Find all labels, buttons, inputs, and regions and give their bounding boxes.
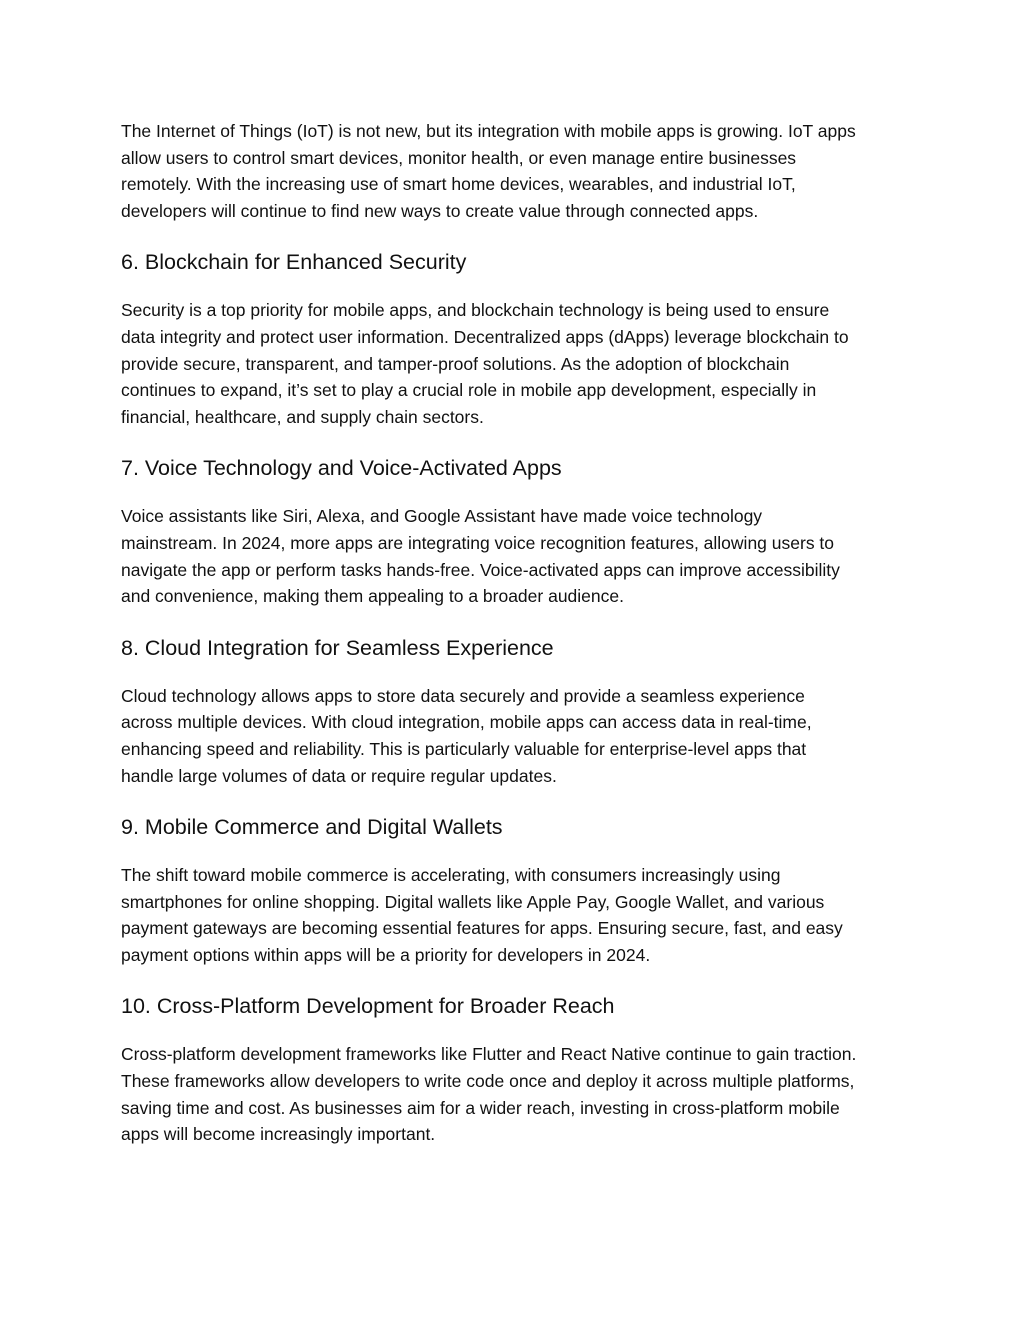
intro-paragraph	[121, 118, 911, 224]
paragraph-line: provide secure, transparent, and tamper-proof solutions. As the adoption of blockchain	[121, 353, 790, 374]
paragraph-line: Cloud technology allows apps to store data securely and provide a seamless experience	[121, 685, 805, 706]
document-page	[121, 118, 911, 1148]
section-paragraph-voice	[121, 503, 911, 609]
paragraph-line: handle large volumes of data or require regular updates.	[121, 765, 557, 786]
paragraph-line: saving time and cost. As businesses aim for a wider reach, investing in cross-platform mobile	[121, 1097, 840, 1118]
paragraph-line: mainstream. In 2024, more apps are integrating voice recognition features, allowing users to	[121, 532, 835, 553]
paragraph-line: payment gateways are becoming essential features for apps. Ensuring secure, fast, and easy	[121, 918, 843, 939]
section-heading-cloud: 8. Cloud Integration for Seamless Experience	[121, 635, 554, 660]
paragraph-line: enhancing speed and reliability. This is particularly valuable for enterprise-level apps that	[121, 738, 807, 759]
paragraph-line: smartphones for online shopping. Digital wallets like Apple Pay, Google Wallet, and various	[121, 891, 825, 912]
paragraph-line: across multiple devices. With cloud integration, mobile apps can access data in real-time,	[121, 712, 812, 733]
section-paragraph-cloud	[121, 683, 911, 789]
paragraph-line: These frameworks allow developers to write code once and deploy it across multiple platforms,	[121, 1071, 855, 1092]
paragraph-line: navigate the app or perform tasks hands-free. Voice-activated apps can improve accessibility	[121, 559, 840, 580]
section-heading-voice: 7. Voice Technology and Voice-Activated Apps	[121, 456, 562, 481]
section-heading-blockchain: 6. Blockchain for Enhanced Security	[121, 250, 467, 275]
section-heading-commerce: 9. Mobile Commerce and Digital Wallets	[121, 815, 503, 840]
section-paragraph-commerce	[121, 862, 911, 968]
paragraph-line: payment options within apps will be a priority for developers in 2024.	[121, 944, 651, 965]
paragraph-line: data integrity and protect user information. Decentralized apps (dApps) leverage blockchain to	[121, 326, 849, 347]
paragraph-line: developers will continue to find new ways to create value through connected apps.	[121, 200, 759, 221]
paragraph-line: financial, healthcare, and supply chain sectors.	[121, 406, 484, 427]
paragraph-line: The Internet of Things (IoT) is not new, but its integration with mobile apps is growing. IoT apps	[121, 121, 856, 141]
paragraph-line: The shift toward mobile commerce is accelerating, with consumers increasingly using	[121, 865, 781, 886]
paragraph-line: Cross-platform development frameworks like Flutter and React Native continue to gain traction.	[121, 1044, 857, 1065]
section-paragraph-cross-platform	[121, 1041, 911, 1147]
paragraph-line: and convenience, making them appealing to a broader audience.	[121, 586, 624, 607]
section-paragraph-blockchain	[121, 297, 911, 430]
paragraph-line: Security is a top priority for mobile apps, and blockchain technology is being used to ensure	[121, 300, 830, 321]
paragraph-line: Voice assistants like Siri, Alexa, and Google Assistant have made voice technology	[121, 506, 763, 527]
section-heading-cross-platform: 10. Cross-Platform Development for Broader Reach	[121, 994, 615, 1019]
paragraph-line: apps will become increasingly important.	[121, 1124, 436, 1145]
paragraph-line: allow users to control smart devices, monitor health, or even manage entire businesses	[121, 147, 797, 168]
paragraph-line: remotely. With the increasing use of smart home devices, wearables, and industrial IoT,	[121, 174, 796, 195]
paragraph-line: continues to expand, it’s set to play a crucial role in mobile app development, especially in	[121, 380, 817, 401]
